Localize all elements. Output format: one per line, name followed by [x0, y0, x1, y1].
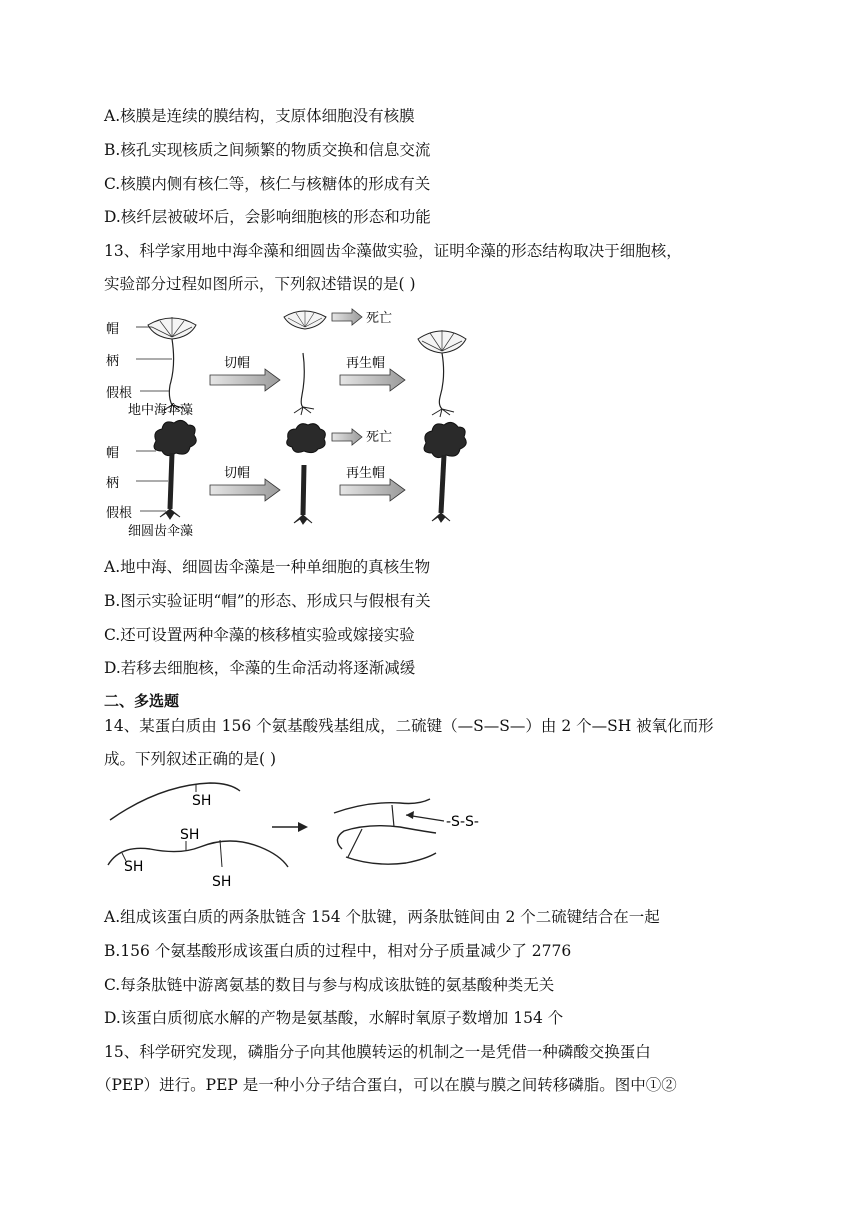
q13-stem-line2: 实验部分过程如图所示，下列叙述错误的是( ) [104, 275, 416, 293]
reaction-arrow [298, 822, 308, 832]
label-cap-top: 帽 [106, 322, 120, 337]
acetabularia-figure [100, 305, 480, 545]
sh-label-2: SH [124, 859, 144, 875]
q12-option-b: B.核孔实现核质之间频繁的物质交换和信息交流 [104, 141, 431, 159]
arrow-cut-top [210, 369, 280, 391]
arrow-cut-top-label: 切帽 [224, 356, 251, 371]
disulfide-bond-1 [392, 805, 394, 827]
q12-option-d: D.核纤层被破坏后，会影响细胞核的形态和功能 [104, 208, 431, 226]
arrow-cut-bottom-label: 切帽 [224, 466, 251, 481]
q15-stem-line2: （PEP）进行。PEP 是一种小分子结合蛋白，可以在膜与膜之间转移磷脂。图中①② [96, 1076, 677, 1094]
death-top: 死亡 [366, 311, 393, 326]
folded-chain-lower-2 [346, 853, 436, 864]
crenulata-intact [154, 420, 196, 519]
species-mediterranea: 地中海伞藻 [128, 403, 194, 418]
ss-label: -S-S- [446, 814, 479, 830]
disulfide-bond-2 [348, 829, 362, 857]
q14-option-b: B.156 个氨基酸形成该蛋白质的过程中，相对分子质量减少了 2776 [104, 942, 572, 960]
label-cap-bottom: 帽 [106, 446, 120, 461]
death-bottom: 死亡 [366, 430, 393, 445]
q13-option-d: D.若移去细胞核，伞藻的生命活动将逐渐减缓 [104, 659, 416, 677]
label-rhizoid-bottom: 假根 [106, 506, 133, 521]
q14-option-a: A.组成该蛋白质的两条肽链含 154 个肽键，两条肽链间由 2 个二硫键结合在一起 [104, 908, 660, 926]
section-heading: 二、多选题 [104, 692, 180, 710]
q13-option-c: C.还可设置两种伞藻的核移植实验或嫁接实验 [104, 626, 415, 644]
q12-option-a: A.核膜是连续的膜结构，支原体细胞没有核膜 [104, 107, 415, 125]
label-stalk-bottom: 柄 [106, 476, 120, 491]
q14-stem-line1: 14、某蛋白质由 156 个氨基酸残基组成，二硫键（—S—S—）由 2 个—SH 被氧化而形 [104, 717, 714, 735]
peptide-chain-upper [110, 783, 240, 820]
disulfide-figure [100, 775, 500, 895]
q15-stem-line1: 15、科学研究发现，磷脂分子向其他膜转运的机制之一是凭借一种磷酸交换蛋白 [104, 1043, 651, 1061]
arrow-regen-bottom-label: 再生帽 [346, 466, 386, 481]
q13-stem-line1: 13、科学家用地中海伞藻和细圆齿伞藻做实验，证明伞藻的形态结构取决于细胞核， [104, 242, 682, 260]
species-crenulata: 细圆齿伞藻 [128, 524, 194, 539]
arrow-cut-bottom [210, 479, 280, 501]
q13-option-a: A.地中海、细圆齿伞藻是一种单细胞的真核生物 [104, 558, 431, 576]
sh-label-4: SH [212, 874, 232, 890]
q13-option-b: B.图示实验证明“帽”的形态、形成只与假根有关 [104, 592, 431, 610]
arrow-regen-top-label: 再生帽 [346, 356, 386, 371]
q14-option-c: C.每条肽链中游离氨基的数目与参与构成该肽链的氨基酸种类无关 [104, 976, 555, 994]
arrow-regen-bottom [340, 479, 405, 501]
folded-chain-lower-1 [337, 826, 436, 849]
mediterranea-intact [148, 317, 196, 413]
folded-chain-upper [334, 799, 430, 813]
sh-label-3: SH [180, 827, 200, 843]
q14-stem-line2: 成。下列叙述正确的是( ) [104, 750, 277, 768]
label-stalk-top: 柄 [106, 354, 120, 369]
q12-option-c: C.核膜内侧有核仁等，核仁与核糖体的形成有关 [104, 175, 431, 193]
label-rhizoid-top: 假根 [106, 386, 133, 401]
q14-option-d: D.该蛋白质彻底水解的产物是氨基酸，水解时氧原子数增加 154 个 [104, 1009, 564, 1027]
sh-label-1: SH [192, 793, 212, 809]
arrow-regen-top [340, 369, 405, 391]
